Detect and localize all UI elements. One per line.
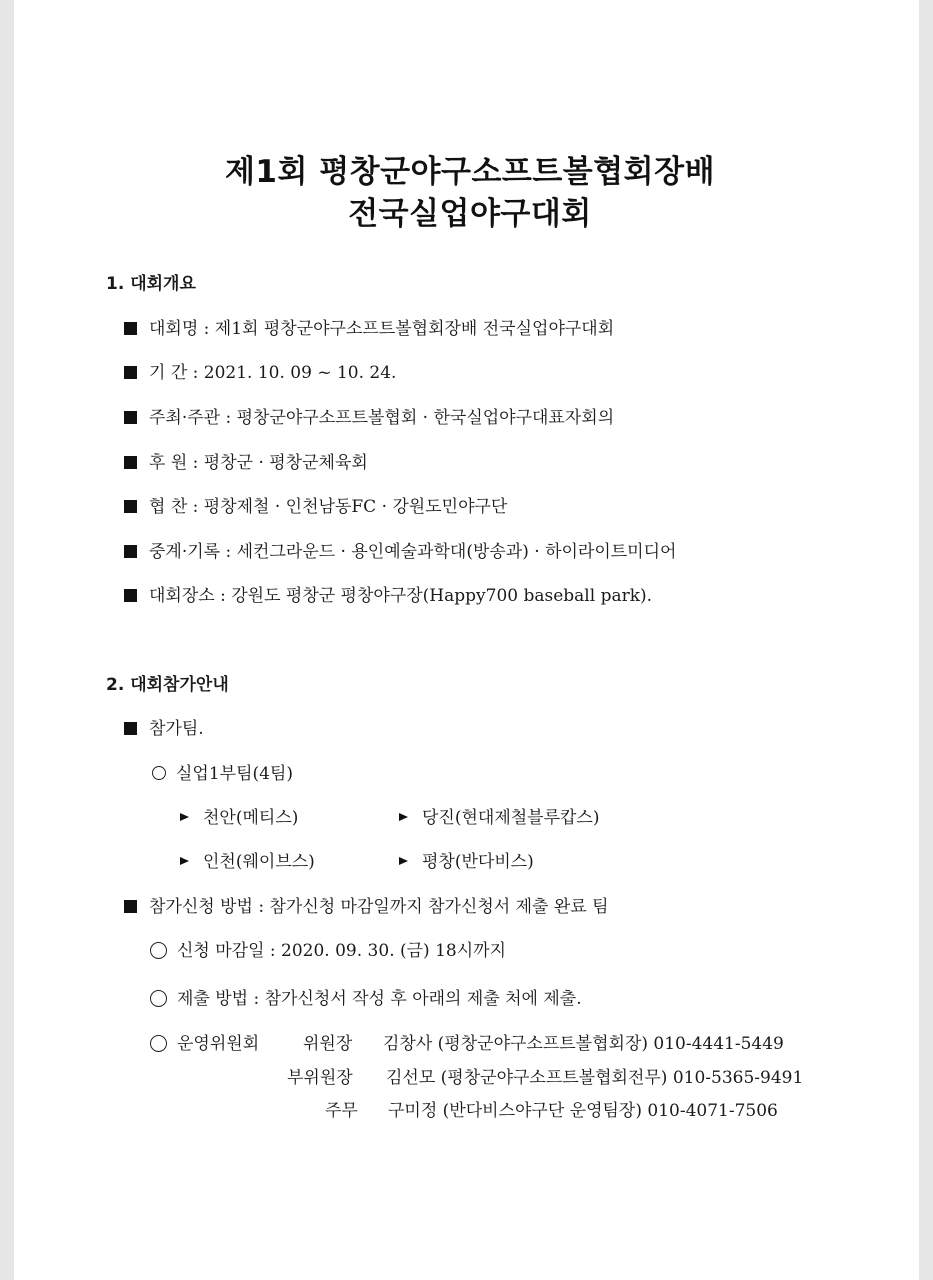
apply-method <box>124 896 609 918</box>
team-item <box>180 851 315 873</box>
overview-item-sponsor <box>124 496 507 518</box>
submission-text: 제출 방법 : 참가신청서 작성 후 아래의 제출 처에 제출. <box>177 989 582 1009</box>
overview-item-text: 대회장소 : 강원도 평창군 평창야구장(Happy700 baseball park). <box>149 586 653 606</box>
overview-item-text: 대회명 : 제1회 평창군야구소프트볼협회장배 전국실업야구대회 <box>149 319 615 339</box>
square-bullet-icon <box>124 322 137 335</box>
submission-item <box>150 988 582 1010</box>
section1-heading: 1. 대회개요 <box>106 274 196 294</box>
overview-item-text: 중계·기록 : 세컨그라운드 · 용인예술과학대(방송과) · 하이라이트미디어 <box>149 542 677 562</box>
overview-item-period <box>124 362 396 384</box>
triangle-bullet-icon <box>399 857 408 865</box>
teams-label-text: 참가팀. <box>149 719 204 739</box>
committee-role: 위원장 <box>303 1034 353 1054</box>
square-bullet-icon <box>124 500 137 513</box>
team-item <box>180 807 298 829</box>
team-name: 천안(메티스) <box>203 808 299 828</box>
overview-item-text: 기 간 : 2021. 10. 09 ~ 10. 24. <box>149 363 397 383</box>
circle-bullet-icon <box>150 1035 167 1052</box>
overview-item-text: 협 찬 : 평창제철 · 인천남동FC · 강원도민야구단 <box>149 497 508 517</box>
square-bullet-icon <box>124 456 137 469</box>
committee-item <box>150 1033 259 1055</box>
committee-info: 김창사 (평창군야구소프트볼협회장) 010-4441-5449 <box>383 1034 784 1054</box>
division-label <box>152 763 293 785</box>
section2-heading: 2. 대회참가안내 <box>106 675 229 695</box>
circle-bullet-icon <box>152 766 166 780</box>
triangle-bullet-icon <box>399 813 408 821</box>
deadline-item <box>150 940 506 962</box>
team-item <box>399 807 599 829</box>
overview-item-name <box>124 318 614 340</box>
overview-item-host <box>124 407 614 429</box>
committee-info: 구미정 (반다비스야구단 운영팀장) 010-4071-7506 <box>388 1101 778 1121</box>
overview-item-broadcast <box>124 541 676 563</box>
square-bullet-icon <box>124 366 137 379</box>
square-bullet-icon <box>124 545 137 558</box>
triangle-bullet-icon <box>180 857 189 865</box>
overview-item-venue <box>124 585 652 607</box>
circle-bullet-icon <box>150 990 167 1007</box>
square-bullet-icon <box>124 411 137 424</box>
overview-item-text: 주최·주관 : 평창군야구소프트볼협회 · 한국실업야구대표자회의 <box>149 408 615 428</box>
overview-item-text: 후 원 : 평창군 · 평창군체육회 <box>149 453 368 473</box>
overview-item-support <box>124 452 368 474</box>
deadline-text: 신청 마감일 : 2020. 09. 30. (금) 18시까지 <box>177 941 506 961</box>
team-name: 평창(반다비스) <box>422 852 534 872</box>
committee-info: 김선모 (평창군야구소프트볼협회전무) 010-5365-9491 <box>386 1068 804 1088</box>
document-title-line1: 제1회 평창군야구소프트볼협회장배 <box>224 154 716 190</box>
team-item <box>399 851 534 873</box>
committee-role: 주무 <box>325 1101 358 1121</box>
teams-label <box>124 718 204 740</box>
document-title-line2: 전국실업야구대회 <box>348 196 592 232</box>
square-bullet-icon <box>124 722 137 735</box>
team-name: 당진(현대제철블루캅스) <box>422 808 600 828</box>
committee-label: 운영위원회 <box>177 1034 260 1054</box>
team-name: 인천(웨이브스) <box>203 852 315 872</box>
division-label-text: 실업1부팀(4팀) <box>176 764 294 784</box>
committee-role: 부위원장 <box>287 1068 353 1088</box>
circle-bullet-icon <box>150 942 167 959</box>
square-bullet-icon <box>124 589 137 602</box>
apply-method-text: 참가신청 방법 : 참가신청 마감일까지 참가신청서 제출 완료 팀 <box>149 897 609 917</box>
triangle-bullet-icon <box>180 813 189 821</box>
square-bullet-icon <box>124 900 137 913</box>
